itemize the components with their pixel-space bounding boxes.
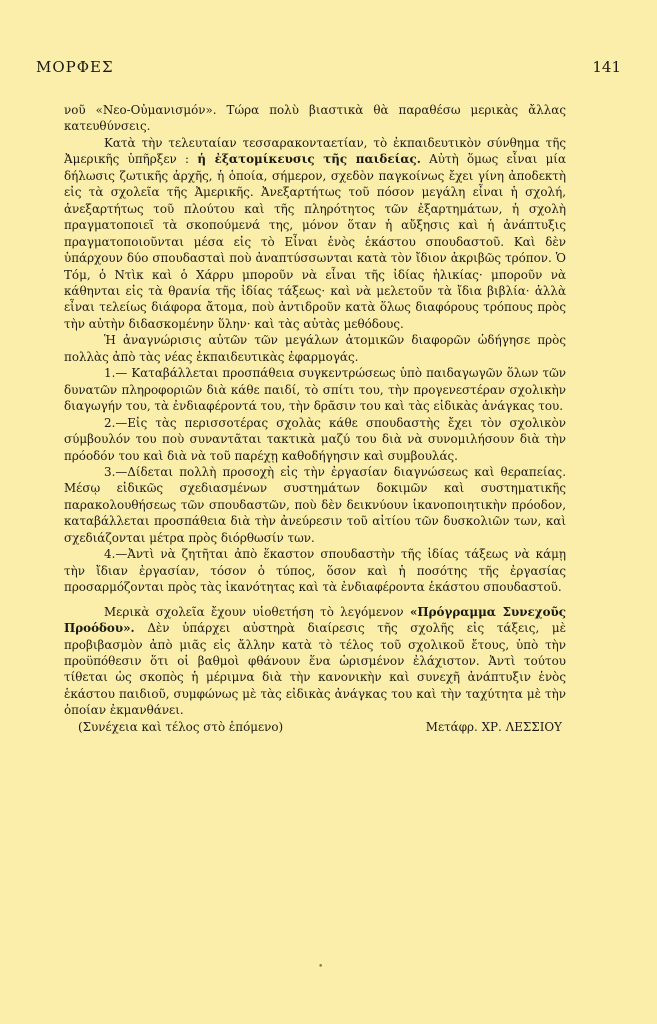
list-item: 1.— Καταβάλλεται προσπάθεια συγκεντρώσεως ὑπὸ παιδαγωγῶν ὅλων τῶν δυνατῶν πληροφοριῶν διὰ κάθε παιδί, τὸ σπίτι του, τὴν προγενεστέραν σχολικὴν διαγωγήν του, τὰ ἐνδιαφέροντά του, τὴν δρᾶσιν του καὶ τὰς εἰδικὰς ἀνάγκας του. xyxy=(64,366,566,414)
page-header xyxy=(36,58,621,82)
paragraph: Μερικὰ σχολεῖα ἔχουν υἱοθετήση τὸ λεγόμενον «Πρόγραμμα Συνεχοῦς Προόδου». Δὲν ὑπάρχει αὐστηρὰ διαίρεσις τῆς σχολῆς εἰς τάξεις, μὲ προβιβασμὸν ἀπὸ μιᾶς εἰς ἄλλην κατὰ τὸ τέλος τοῦ σχολικοῦ ἔτους, ὑπὸ τὴν προϋπόθεσιν ὅτι οἱ βαθμοὶ φθάνουν ἕνα ὡρισμένον ἐλάχιστον. Ἀντὶ τούτου τίθεται ὡς σκοπὸς ἡ μέριμνα διὰ τὴν κανονικὴν καὶ συνεχῆ ἀνάπτυξιν ἑνὸς ἑκάστου παιδιοῦ, συμφώνως μὲ τὰς εἰδικὰς ἀνάγκας του καὶ τὴν ταχύτητα μὲ τὴν ὁποίαν ἐκμανθάνει. xyxy=(64,604,566,718)
emphasis-text: ἡ ἐξατομίκευσις τῆς παιδείας. xyxy=(197,152,421,167)
list-item: 2.—Εἰς τὰς περισσοτέρας σχολὰς κάθε σπουδαστὴς ἔχει τὸν σχολικὸν σύμβουλόν του ποὺ συναντᾶται τακτικὰ μαζύ του διὰ νὰ συνομιλήσουν διὰ τὴν πρόοδόν του καὶ διὰ νὰ τοῦ παρέχῃ καθοδήγησιν καὶ συμβουλάς. xyxy=(64,415,566,463)
emphasis-text: «Πρόγραμμα Συνεχοῦς Προόδου». xyxy=(64,604,566,636)
running-title: ΜΟΡΦΕΣ xyxy=(36,58,114,76)
article-body xyxy=(64,102,566,735)
translator-credit: Μετάφρ. ΧΡ. ΛΕΣΣΙΟΥ xyxy=(425,719,562,734)
paragraph: Ἡ ἀναγνώρισις αὐτῶν τῶν μεγάλων ἀτομικῶν διαφορῶν ὡδήγησε πρὸς πολλὰς ἀπὸ τὰς νέας ἐκπαιδευτικὰς ἐφαρμογάς. xyxy=(64,333,566,364)
paragraph: Κατὰ τὴν τελευταίαν τεσσαρακονταετίαν, τὸ ἐκπαιδευτικὸν σύνθημα τῆς Ἀμερικῆς ὑπῆρξεν : ἡ ἐξατομίκευσις τῆς παιδείας. Αὐτὴ ὅμως εἶναι μία δήλωσις ζωτικῆς ἀρχῆς, ἡ ὁποία, σήμερον, σχεδὸν παγκοίνως ἔχει γίνη ἀποδεκτὴ εἰς τὰ σχολεῖα τῆς Ἀμερικῆς. Ἀνεξαρτήτως τοῦ πόσον μεγάλη εἶναι ἡ σχολή, ἀνεξαρτήτως τοῦ πλούτου καὶ τῆς πληρότητος τῶν ἐξαρτημάτων, ἡ σχολὴ πραγματοποιεῖ τὰ σκοπούμενά της, μόνον ὅταν ἡ αὔξησις καὶ ἡ ἀνάπτυξις πραγματοποιοῦνται μέσα εἰς τὸ Εἶναι ἑνὸς ἑκάστου σπουδαστοῦ. Καὶ δὲν ὑπάρχουν δύο σπουδασταὶ ποὺ ἀναπτύσσωνται κατὰ τὸν ἴδιον ἀκριβῶς τρόπον. Ὁ Τόμ, ὁ Ντὶκ καὶ ὁ Χάρρυ μποροῦν νὰ εἶναι τῆς ἰδίας ἡλικίας· μποροῦν νὰ κάθηνται εἰς τὰ θρανία τῆς ἰδίας τάξεως· καὶ νὰ μελετοῦν τὰ ἴδια βιβλία· ἀλλὰ εἶναι τελείως διάφορα ἄτομα, ποὺ ἀντιδροῦν κατὰ ὅλως διαφόρους τρόπους πρὸς τὴν αὐτὴν διδασκομένην ὕλην· καὶ τὰς αὐτὰς μεθόδους. xyxy=(64,135,566,331)
continuation-note: (Συνέχεια καὶ τέλος στὸ ἑπόμενο) xyxy=(78,719,284,734)
page-number: 141 xyxy=(592,58,621,76)
list-item: 3.—Δίδεται πολλὴ προσοχὴ εἰς τὴν ἐργασίαν διαγνώσεως καὶ θεραπείας. Μέσῳ εἰδικῶς σχεδιασμένων συστημάτων δοκιμῶν καὶ συστηματικῆς παρακολουθήσεως τῶν σπουδαστῶν, ποὺ δὲν δεικνύουν ἱκανοποιητικὴν πρόοδον, καταβάλλεται προσπάθεια διὰ τὴν ἀνεύρεσιν τοῦ αἰτίου τῶν δυσκολιῶν των, καὶ σχεδιάζονται μέτρα πρὸς διόρθωσίν των. xyxy=(64,464,566,545)
paragraph: νοῦ «Νεο-Οὐμανισμόν». Τώρα πολὺ βιαστικὰ θὰ παραθέσω μερικὰς ἄλλας κατευθύνσεις. xyxy=(64,103,566,134)
closing-line xyxy=(64,719,566,735)
list-item: 4.—Ἀντὶ νὰ ζητῆται ἀπὸ ἕκαστον σπουδαστὴν τῆς ἰδίας τάξεως νὰ κάμῃ τὴν ἴδιαν ἐργασίαν, τόσον ὁ τύπος, ὅσον καὶ ἡ ποσότης τῆς ἐργασίας προσαρμόζονται πρὸς τὰς ἱκανότητας καὶ τὰ ἐνδιαφέροντα ἑκάστου σπουδαστοῦ. xyxy=(64,547,566,595)
paper-speck: • xyxy=(318,962,324,972)
